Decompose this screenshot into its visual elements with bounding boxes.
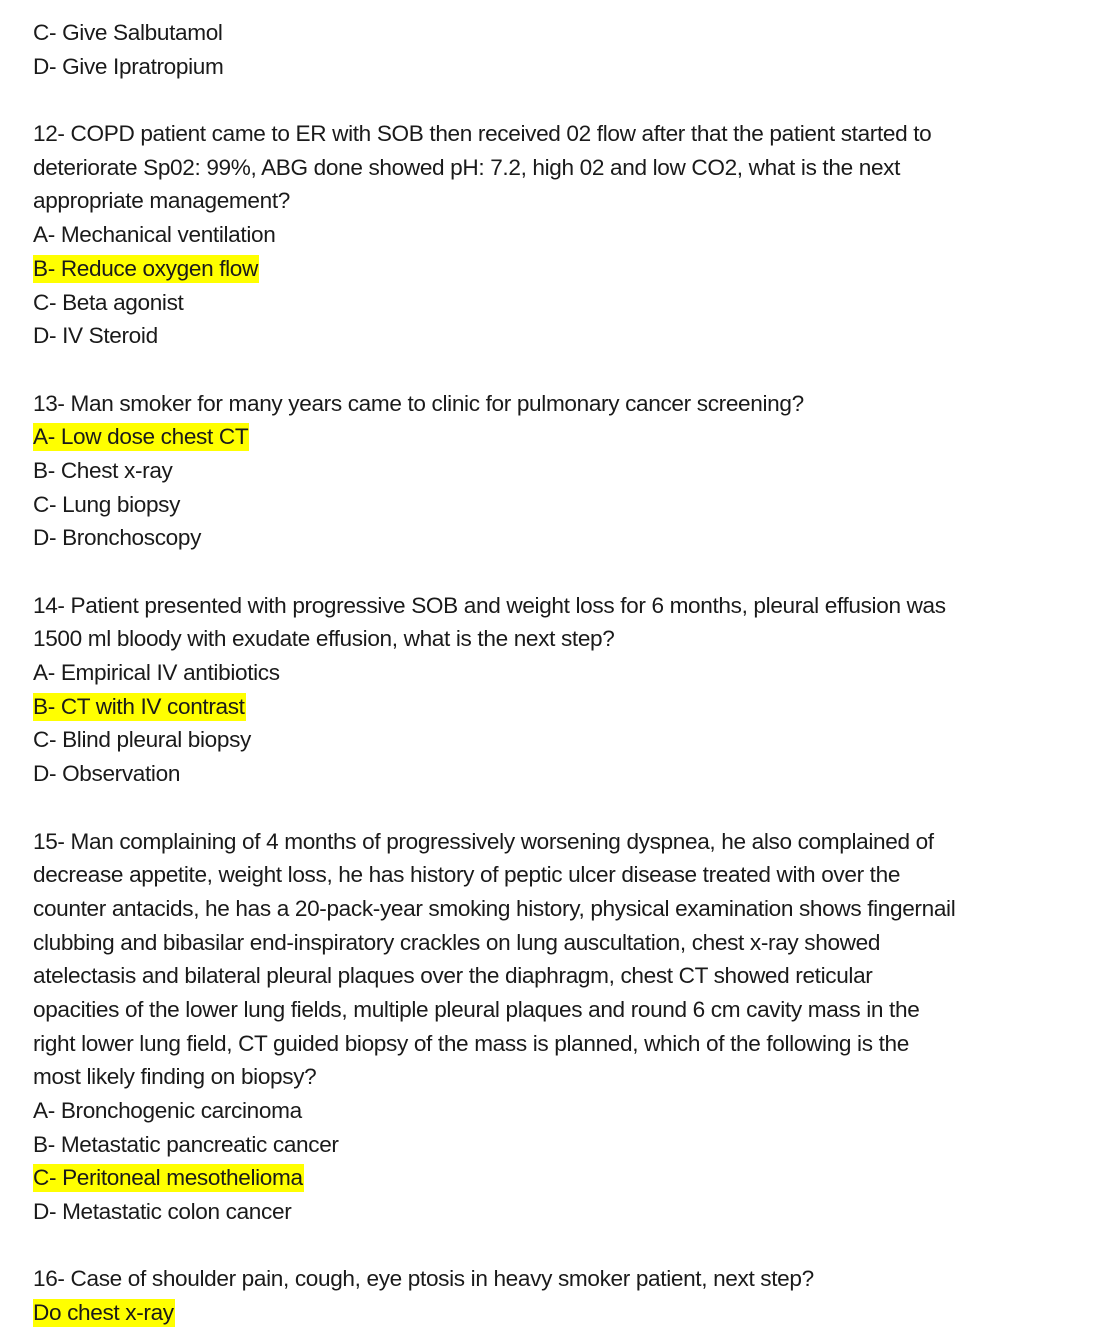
option-text: A- Bronchogenic carcinoma (33, 1098, 302, 1123)
spacer (33, 1229, 1113, 1263)
option-text: B- Chest x-ray (33, 457, 173, 483)
question-13 (33, 387, 1113, 555)
question-text-line: 15- Man complaining of 4 months of progressively worsening dyspnea, he also complained of (33, 828, 934, 854)
highlighted-answer: A- Low dose chest CT (33, 424, 249, 450)
question-16 (33, 1262, 1113, 1329)
question-text-line: right lower lung field, CT guided biopsy of the mass is planned, which of the following is the (33, 1030, 909, 1056)
document-page (33, 16, 1113, 1330)
spacer (33, 83, 1113, 117)
option-text: C- Blind pleural biopsy (33, 727, 251, 753)
option-b (33, 454, 1113, 488)
question-text-line: most likely finding on biopsy? (33, 1064, 317, 1090)
option-b-answer (33, 690, 1113, 724)
highlighted-answer: B- Reduce oxygen flow (33, 255, 258, 281)
option-text: C- Lung biopsy (33, 491, 181, 517)
option-a (33, 656, 1113, 690)
option-a (33, 218, 1113, 252)
option-c (33, 488, 1113, 522)
option-c (33, 286, 1113, 320)
highlighted-answer: C- Peritoneal mesothelioma (33, 1165, 303, 1191)
question-text-line: 1500 ml bloody with exudate effusion, what is the next step? (33, 626, 615, 652)
highlighted-answer: B- CT with IV contrast (33, 693, 245, 719)
option-text: C- Beta agonist (33, 289, 184, 315)
question-12 (33, 117, 1113, 353)
question-15 (33, 825, 1113, 1229)
question-text-line: 13- Man smoker for many years came to clinic for pulmonary cancer screening? (33, 390, 804, 416)
question-text-line: deteriorate Sp02: 99%, ABG done showed pH: 7.2, high 02 and low CO2, what is the next (33, 154, 901, 180)
option-c-answer (33, 1161, 1113, 1195)
spacer (33, 555, 1113, 589)
option-text: A- Empirical IV antibiotics (33, 660, 280, 686)
spacer (33, 353, 1113, 387)
previous-option-c: C- Give Salbutamol (33, 20, 223, 45)
option-d (33, 757, 1113, 791)
option-d (33, 1195, 1113, 1229)
spacer (33, 791, 1113, 825)
question-text-line: atelectasis and bilateral pleural plaques over the diaphragm, chest CT showed reticular (33, 963, 873, 989)
question-text-line: appropriate management? (33, 188, 290, 214)
option-a (33, 1094, 1113, 1128)
option-d (33, 319, 1113, 353)
option-text: A- Mechanical ventilation (33, 222, 276, 248)
option-text: D- Metastatic colon cancer (33, 1199, 292, 1225)
highlighted-answer: Do chest x-ray (33, 1300, 174, 1326)
answer (33, 1296, 1113, 1330)
option-d (33, 521, 1113, 555)
question-text-line: decrease appetite, weight loss, he has history of peptic ulcer disease treated with over the (33, 862, 901, 888)
question-text-line: 12- COPD patient came to ER with SOB then received 02 flow after that the patient started to (33, 121, 932, 147)
option-text: D- Observation (33, 761, 181, 787)
question-text-line: clubbing and bibasilar end-inspiratory crackles on lung auscultation, chest x-ray showed (33, 929, 881, 955)
option-a-answer (33, 420, 1113, 454)
previous-option-d: D- Give Ipratropium (33, 53, 224, 79)
question-text-line: counter antacids, he has a 20-pack-year smoking history, physical examination shows fingernail (33, 895, 956, 921)
option-text: D- IV Steroid (33, 323, 158, 349)
option-text: B- Metastatic pancreatic cancer (33, 1131, 339, 1157)
option-b-answer (33, 252, 1113, 286)
option-text: D- Bronchoscopy (33, 525, 202, 551)
option-b (33, 1128, 1113, 1162)
question-14 (33, 589, 1113, 791)
question-text-line: opacities of the lower lung fields, multiple pleural plaques and round 6 cm cavity mass in the (33, 996, 920, 1022)
question-text-line: 16- Case of shoulder pain, cough, eye ptosis in heavy smoker patient, next step? (33, 1266, 814, 1292)
question-text-line: 14- Patient presented with progressive SOB and weight loss for 6 months, pleural effusion was (33, 592, 946, 618)
option-c (33, 723, 1113, 757)
